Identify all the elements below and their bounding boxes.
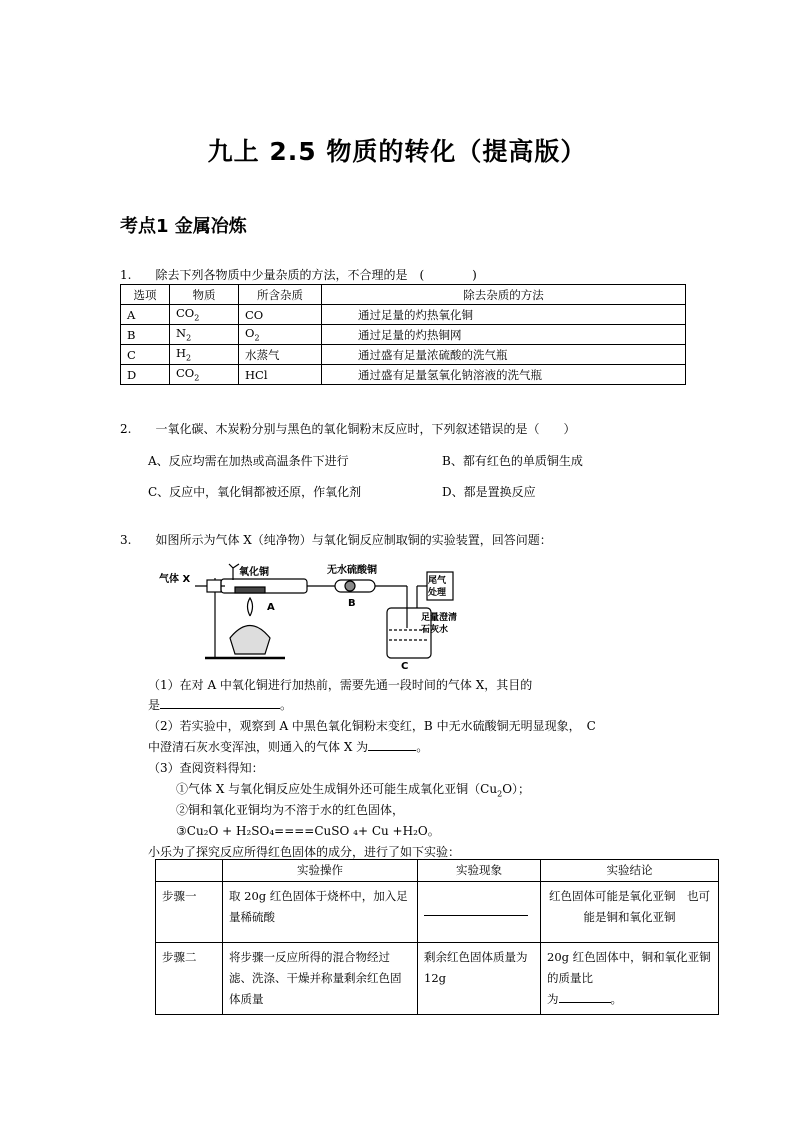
q3-intro: 小乐为了探究反应所得红色固体的成分，进行了如下实验： <box>148 845 461 859</box>
label-b: B <box>348 598 356 609</box>
table-header: 实验现象 <box>418 860 541 882</box>
substance-cell: $CO_2$ <box>170 305 239 325</box>
label-gas-x: 气体 X <box>159 574 191 585</box>
stopper <box>229 564 239 580</box>
table-row <box>121 345 686 365</box>
stand-clamp <box>207 580 221 592</box>
impurity-cell: CO <box>239 305 322 325</box>
label-tail2: 处理 <box>428 588 447 598</box>
label-cuo: 氧化铜 <box>239 567 269 578</box>
q3-ref1: ①气体 X 与氧化铜反应处生成铜外还可能生成氧化亚铜$(Cu_2O)$； <box>176 782 531 799</box>
impurity-cell: $O_2$ <box>239 325 322 345</box>
method-cell: 通过盛有足量氢氧化钠溶液的洗气瓶 <box>322 365 686 385</box>
table-row <box>121 365 686 385</box>
q3-stem: 3. 如图所示为气体 X（纯净物）与氧化铜反应制取铜的实验装置，回答问题： <box>120 533 552 547</box>
table-row <box>156 882 719 943</box>
table-header: 物质 <box>170 285 239 305</box>
q3-part3: （3）查阅资料得知： <box>148 761 264 775</box>
table-header: 实验结论 <box>541 860 719 882</box>
q3-table <box>155 859 719 1015</box>
q2-option-c: C、反应中，氧化铜都被还原，作氧化剂 <box>148 485 362 499</box>
result-cell <box>418 882 541 943</box>
method-cell: 通过足量的灼热铜网 <box>322 325 686 345</box>
table-row <box>156 860 719 882</box>
q2-option-d: D、都是置换反应 <box>442 485 536 499</box>
table-header: 除去杂质的方法 <box>322 285 686 305</box>
page-title: 九上 2.5 物质的转化（提高版） <box>207 137 587 166</box>
operation-cell: 将步骤一反应所得的混合物经过滤、洗涤、干燥并称量剩余红色固体质量 <box>223 943 418 1015</box>
result-cell: 剩余红色固体质量为 12g <box>418 943 541 1015</box>
cuso4-granules <box>345 581 355 591</box>
answer-blank[interactable] <box>559 1002 611 1003</box>
answer-blank[interactable] <box>368 750 416 751</box>
table-row <box>121 325 686 345</box>
q1-stem: 1. 除去下列各物质中少量杂质的方法，不合理的是 ( ) <box>120 268 477 282</box>
q3-part1-line2: 是 。 <box>148 698 293 712</box>
opt-cell: C <box>121 345 170 365</box>
answer-blank[interactable] <box>424 915 528 916</box>
table-header: 所含杂质 <box>239 285 322 305</box>
conclusion-cell: 20g 红色固体中，铜和氧化亚铜的质量比 为 。 <box>541 943 719 1015</box>
conclusion-cell: 红色固体可能是氧化亚铜 也可能是铜和氧化亚铜 <box>541 882 719 943</box>
apparatus-figure <box>155 558 475 670</box>
operation-cell: 取 20g 红色固体于烧杯中，加入足量稀硫酸 <box>223 882 418 943</box>
q2-stem: 2. 一氧化碳、木炭粉分别与黑色的氧化铜粉末反应时，下列叙述错误的是（ ） <box>120 422 576 436</box>
opt-cell: A <box>121 305 170 325</box>
substance-cell: $N_2$ <box>170 325 239 345</box>
opt-cell: D <box>121 365 170 385</box>
substance-cell: $CO_2$ <box>170 365 239 385</box>
step-cell: 步骤二 <box>156 943 223 1015</box>
table-row <box>121 305 686 325</box>
impurity-cell: 水蒸气 <box>239 345 322 365</box>
table-header: 实验操作 <box>223 860 418 882</box>
table-row <box>121 285 686 305</box>
impurity-cell: HCl <box>239 365 322 385</box>
q3-part1-line1: （1）在对 A 中氧化铜进行加热前，需要先通一段时间的气体 X，其目的 <box>148 678 533 692</box>
table-header: 选项 <box>121 285 170 305</box>
method-cell: 通过足量的灼热氧化铜 <box>322 305 686 325</box>
copper-oxide-powder <box>235 587 265 593</box>
section-heading: 考点1 金属冶炼 <box>120 216 247 237</box>
q1-table <box>120 284 686 385</box>
label-lime1: 足量澄清 <box>421 613 458 623</box>
alcohol-lamp <box>230 626 270 655</box>
table-header <box>156 860 223 882</box>
method-cell: 通过盛有足量浓硫酸的洗气瓶 <box>322 345 686 365</box>
q3-part2-line1: （2）若实验中，观察到 A 中黑色氧化铜粉末变红，B 中无水硫酸铜无明显现象， C <box>148 719 596 733</box>
q3-ref3: ③Cu₂O + H₂SO₄====CuSO ₄+ Cu +H₂O。 <box>176 824 440 838</box>
answer-blank[interactable] <box>160 708 280 709</box>
flame <box>248 598 253 616</box>
q3-ref2: ②铜和氧化亚铜均为不溶于水的红色固体， <box>176 803 405 817</box>
q3-part2-line2: 中澄清石灰水变浑浊，则通入的气体 X 为 。 <box>148 740 429 754</box>
label-c: C <box>401 661 409 670</box>
label-tail1: 尾气 <box>428 576 447 586</box>
step-cell: 步骤一 <box>156 882 223 943</box>
q2-option-b: B、都有红色的单质铜生成 <box>442 454 583 468</box>
label-a: A <box>267 602 275 613</box>
q2-option-a: A、反应均需在加热或高温条件下进行 <box>148 454 349 468</box>
substance-cell: $H_2$ <box>170 345 239 365</box>
label-cuso4: 无水硫酸铜 <box>327 565 377 576</box>
opt-cell: B <box>121 325 170 345</box>
table-row <box>156 943 719 1015</box>
label-lime2: 石灰水 <box>421 625 449 635</box>
